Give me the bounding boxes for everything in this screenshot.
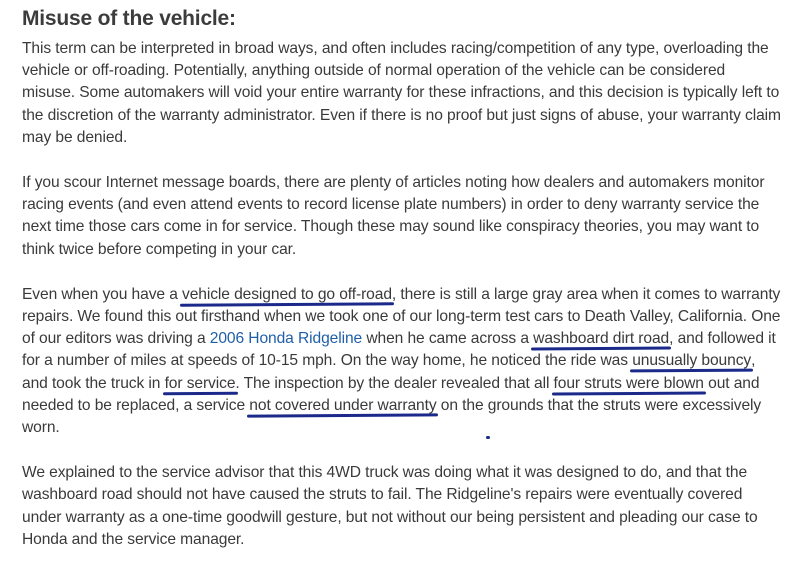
text-run: on the	[436, 396, 488, 414]
ridgeline-link[interactable]: 2006 Honda Ridgeline	[209, 330, 363, 348]
text-run: Even when you have a	[22, 285, 183, 303]
article-section	[22, 6, 782, 574]
text-run: .	[55, 419, 60, 437]
pen-underlined-phrase: not covered under warranty	[249, 396, 437, 414]
text-run: We explained to the service advisor that this 4WD truck was doing what it was designed to do, and that the washboard road should not have caused the struts to fail. The Ridgeline's repairs were eventually covered under warranty as a one-time goodwill gesture, but not without our being persistent and pleading our case to Honda and the service manager.	[22, 464, 758, 548]
text-run: out and needed to be replaced, a service	[22, 374, 760, 414]
text-run: when he came across a	[362, 330, 534, 348]
pen-underlined-phrase: for service	[164, 374, 236, 392]
text-run: , and followed it for a number of miles at speeds of 10-15 mph. On the way home, he noticed the ride was	[22, 330, 776, 370]
pen-underlined-phrase: grounds that the struts were excessively worn	[22, 396, 762, 437]
pen-underlined-phrase: washboard dirt road	[533, 330, 670, 348]
text-run: This term can be interpreted in broad ways, and often includes racing/competition of any type, overloading the vehicle or off-roading. Potentially, anything outside of normal operation of the vehicle can be considered misuse. Some automakers will void your entire warranty for these infractions, and this decision is typically left to the discretion of the warranty administrator. Even if there is no proof but just signs of abuse, your warranty claim may be denied.	[22, 40, 781, 146]
section-heading: Misuse of the vehicle:	[22, 7, 236, 30]
article-body	[22, 38, 782, 551]
body-paragraph	[22, 38, 782, 149]
text-run: . The inspection by the dealer revealed that all	[235, 374, 554, 392]
body-paragraph	[22, 462, 782, 551]
pen-underlined-phrase: vehicle designed to go off-road	[182, 285, 392, 303]
pen-underlined-phrase: unusually bouncy	[632, 352, 752, 370]
body-paragraph	[22, 284, 782, 439]
text-run: , and took the truck in	[22, 352, 756, 392]
text-run: If you scour Internet message boards, there are plenty of articles noting how dealers and automakers monitor racing events (and even attend events to record license plate numbers) in order to deny warranty service the next time those cars come in for service. Though these may sound like conspiracy theories, you may want to think twice before competing in your car.	[22, 174, 765, 258]
text-run: , there is still a large gray area when it comes to warranty repairs. We found this out firsthand when we took one of our long-term test cars to Death Valley, California. One of our editors was driving a	[22, 285, 781, 348]
body-paragraph	[22, 172, 782, 261]
pen-underlined-phrase: four struts were blown	[553, 374, 704, 392]
